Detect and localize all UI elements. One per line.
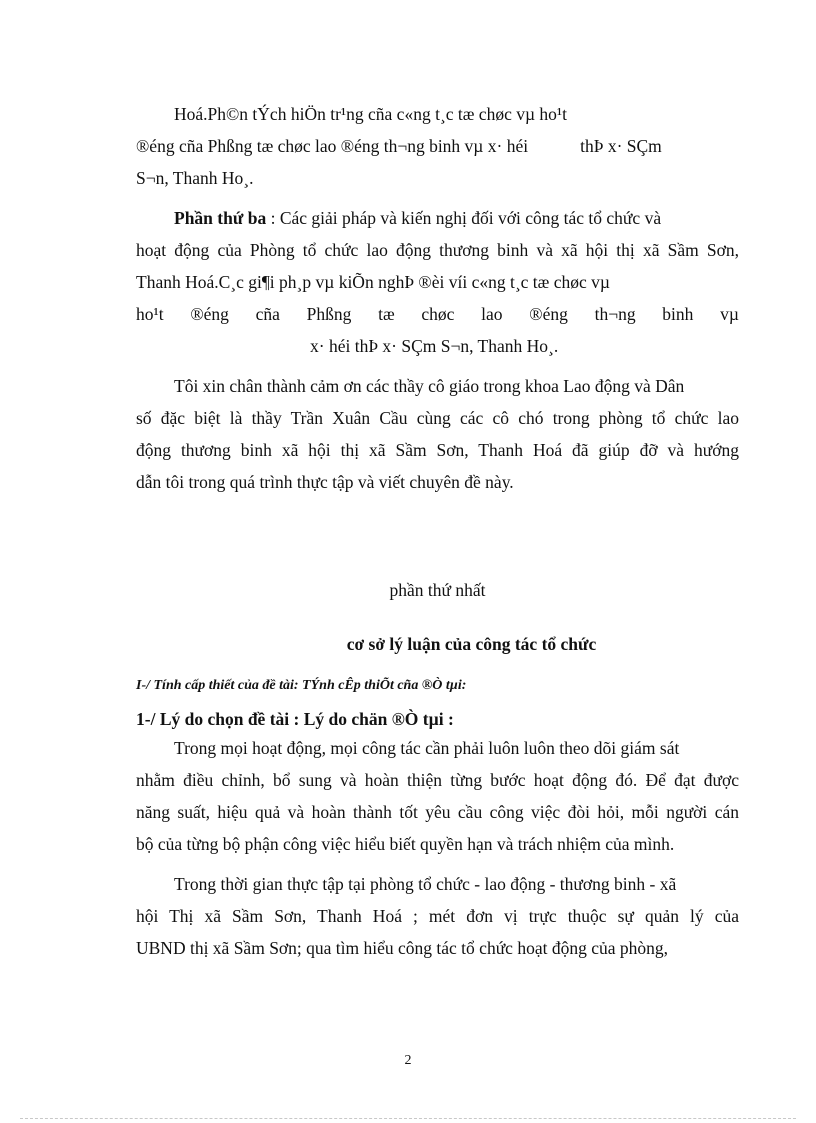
text-line [136,134,739,158]
part-title: phần thứ nhất [389,580,486,600]
text-line: Hoá.Ph©n tÝch hiÖn tr¹ng cña c«ng t¸c tæ chøc vµ ho¹t [174,104,568,124]
text-line [174,206,739,230]
text-line: Thanh Hoá.C¸c gi¶i ph¸p vµ kiÕn nghÞ ®èi víi c«ng t¸c tæ chøc vµ [136,272,610,292]
text-line: dẫn tôi trong quá trình thực tập và viết chuyên đề này. [136,472,514,492]
chapter-title: cơ sở lý luận của công tác tổ chức [346,634,597,654]
section-heading: I-/ Tính cấp thiết của đề tài: TÝnh cÊp thiÕt cña ®Ò tµi: [136,678,467,693]
text-line: nhằm điều chỉnh, bổ sung và hoàn thiện từng bước hoạt động đó. Để đạt được [136,770,739,790]
part-label: Phần thứ ba [174,208,267,228]
text-line: bộ của từng bộ phận công việc hiểu biết quyền hạn và trách nhiệm của mình. [136,834,675,854]
subsection-heading: 1-/ Lý do chọn đề tài : Lý do chän ®Ò tµi : [136,709,454,729]
text-line: ho¹t ®éng cña Phßng tæ chøc lao ®éng th¬ng binh vµ [136,304,739,324]
text-line: Tôi xin chân thành cảm ơn các thầy cô giáo trong khoa Lao động và Dân [174,376,685,396]
page-bottom-rule [20,1118,796,1119]
text-line: x· héi thÞ x· SÇm S¬n, Thanh Ho¸. [310,336,559,356]
text-line: hoạt động của Phòng tổ chức lao động thương binh và xã hội thị xã Sầm Sơn, [136,240,739,260]
text-line: hội Thị xã Sầm Sơn, Thanh Hoá ; mét đơn vị trực thuộc sự quản lý của [136,906,739,926]
text-fragment: ®éng cña Phßng tæ chøc lao ®éng th¬ng binh vµ x· héi [136,136,529,156]
text-line: Trong mọi hoạt động, mọi công tác cần phải luôn luôn theo dõi giám sát [174,738,680,758]
text-fragment: thÞ x· SÇm [580,136,662,156]
text-line: UBND thị xã Sầm Sơn; qua tìm hiểu công tác tổ chức hoạt động của phòng, [136,938,668,958]
text-line: S¬n, Thanh Ho¸. [136,168,254,188]
page-number: 2 [404,1053,412,1068]
text-line: động thương binh xã hội thị xã Sầm Sơn, Thanh Hoá đã giúp đỡ và hướng [136,440,739,460]
text-line: Trong thời gian thực tập tại phòng tổ chức - lao động - thương binh - xã [174,874,677,894]
text-line: số đặc biệt là thầy Trần Xuân Cầu cùng các cô chó trong phòng tổ chức lao [136,408,739,428]
text-line: năng suất, hiệu quả và hoàn thành tốt yêu cầu công việc đòi hỏi, mỗi người cán [136,802,739,822]
text-fragment: : Các giải pháp và kiến nghị đối với công tác tổ chức và [266,208,662,228]
